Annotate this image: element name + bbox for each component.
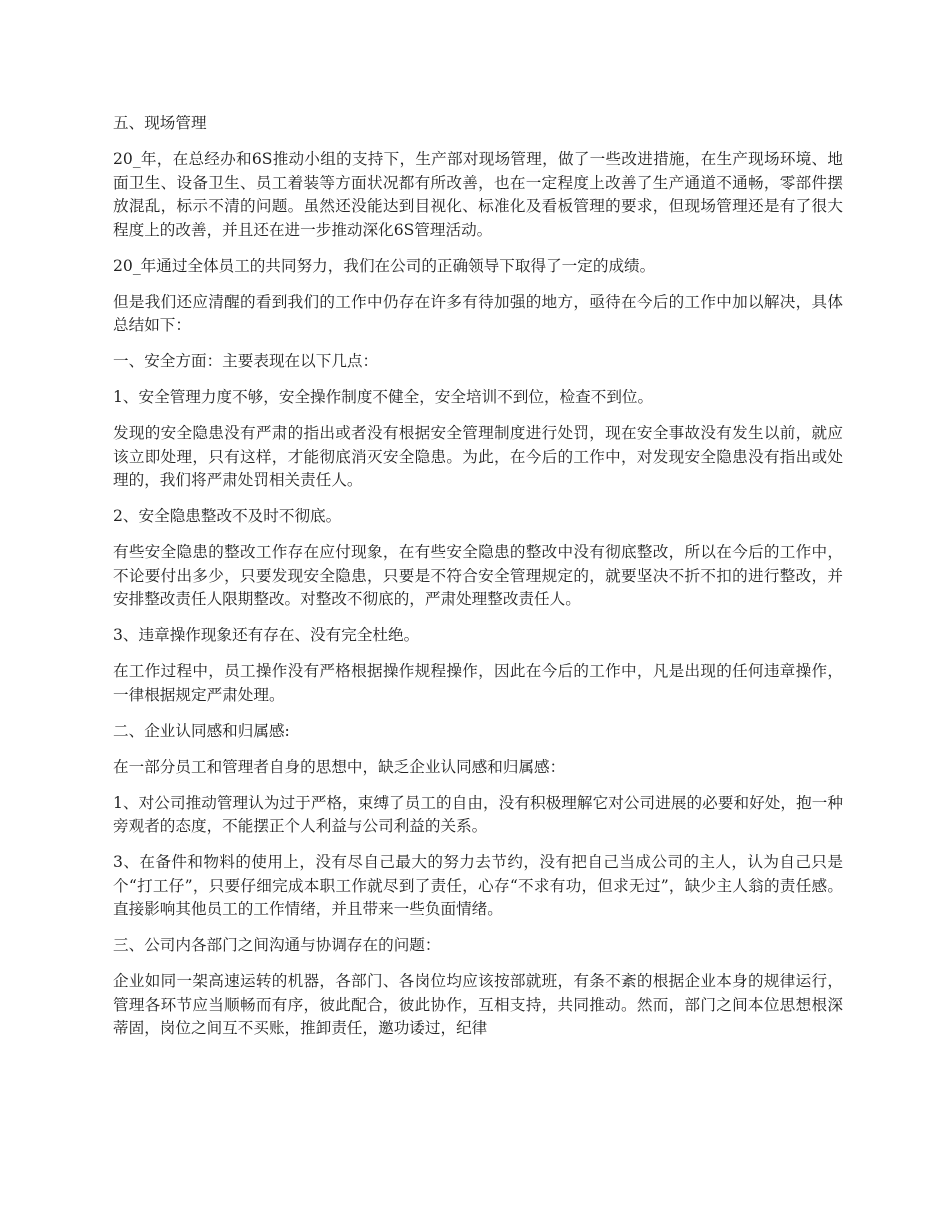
heading-safety: 一、安全方面：主要表现在以下几点： bbox=[113, 352, 379, 370]
heading-identity-belonging: 二、企业认同感和归属感: bbox=[113, 721, 290, 740]
paragraph-identity-intro: 在一部分员工和管理者自身的思想中，缺乏企业认同感和归属感： bbox=[113, 757, 566, 776]
item-safety-1: 1、安全管理力度不够，安全操作制度不健全，安全培训不到位，检查不到位。 bbox=[113, 388, 654, 406]
item-identity-1: 1、对公司推动管理认为过于严格，束缚了员工的自由，没有积极理解它对公司进展的必要和好处，抱一种旁观者的态度，不能摆正个人利益与公司利益的关系。 bbox=[113, 793, 843, 835]
item-safety-2: 2、安全隐患整改不及时不彻底。 bbox=[113, 507, 342, 525]
paragraph-safety-1-detail: 发现的安全隐患没有严肃的指出或者没有根据安全管理制度进行处罚，现在安全事故没有发生以前，就应该立即处理，只有这样，才能彻底消灭安全隐患。为此，在今后的工作中，对发现安全隐患没有指出或处理的，我们将严肃处罚相关责任人。 bbox=[113, 424, 843, 489]
paragraph-achievements: 20_年通过全体员工的共同努力，我们在公司的正确领导下取得了一定的成绩。 bbox=[113, 256, 656, 275]
paragraph-safety-3-detail: 在工作过程中，员工操作没有严格根据操作规程操作，因此在今后的工作中，凡是出现的任何违章操作，一律根据规定严肃处理。 bbox=[113, 662, 843, 704]
heading-site-management: 五、现场管理 bbox=[113, 114, 207, 132]
heading-communication: 三、公司内各部门之间沟通与协调存在的问题： bbox=[113, 936, 441, 954]
document-body bbox=[113, 112, 843, 1053]
paragraph-site-management-summary: 20_年，在总经办和6S推动小组的支持下，生产部对现场管理，做了一些改进措施，在生产现场环境、地面卫生、设备卫生、员工着装等方面状况都有所改善，也在一定程度上改善了生产通道不通畅，零部件摆放混乱，标示不清的问题。虽然还没能达到目视化、标准化及看板管理的要求，但现场管理还是有了很大程度上的改善，并且还在进一步推动深化6S管理活动。 bbox=[113, 150, 843, 239]
item-safety-3: 3、违章操作现象还有存在、没有完全杜绝。 bbox=[113, 626, 420, 644]
paragraph-safety-2-detail: 有些安全隐患的整改工作存在应付现象，在有些安全隐患的整改中没有彻底整改，所以在今后的工作中，不论要付出多少，只要发现安全隐患，只要是不符合安全管理规定的，就要坚决不折不扣的进行整改，并安排整改责任人限期整改。对整改不彻底的，严肃处理整改责任人。 bbox=[113, 543, 843, 608]
item-identity-3: 3、在备件和物料的使用上，没有尽自己最大的努力去节约，没有把自己当成公司的主人，认为自己只是个“打工仔”，只要仔细完成本职工作就尽到了责任，心存“不求有功，但求无过”，缺少主人翁的责任感。直接影响其他员工的工作情绪，并且带来一些负面情绪。 bbox=[113, 853, 843, 918]
paragraph-communication-detail: 企业如同一架高速运转的机器，各部门、各岗位均应该按部就班，有条不紊的根据企业本身的规律运行，管理各环节应当顺畅而有序，彼此配合，彼此协作，互相支持，共同推动。然而，部门之间本位思想根深蒂固，岗位之间互不买账，推卸责任，邀功诿过，纪律 bbox=[113, 972, 843, 1037]
paragraph-shortcomings-intro: 但是我们还应清醒的看到我们的工作中仍存在许多有待加强的地方，亟待在今后的工作中加以解决，具体总结如下： bbox=[113, 292, 843, 334]
